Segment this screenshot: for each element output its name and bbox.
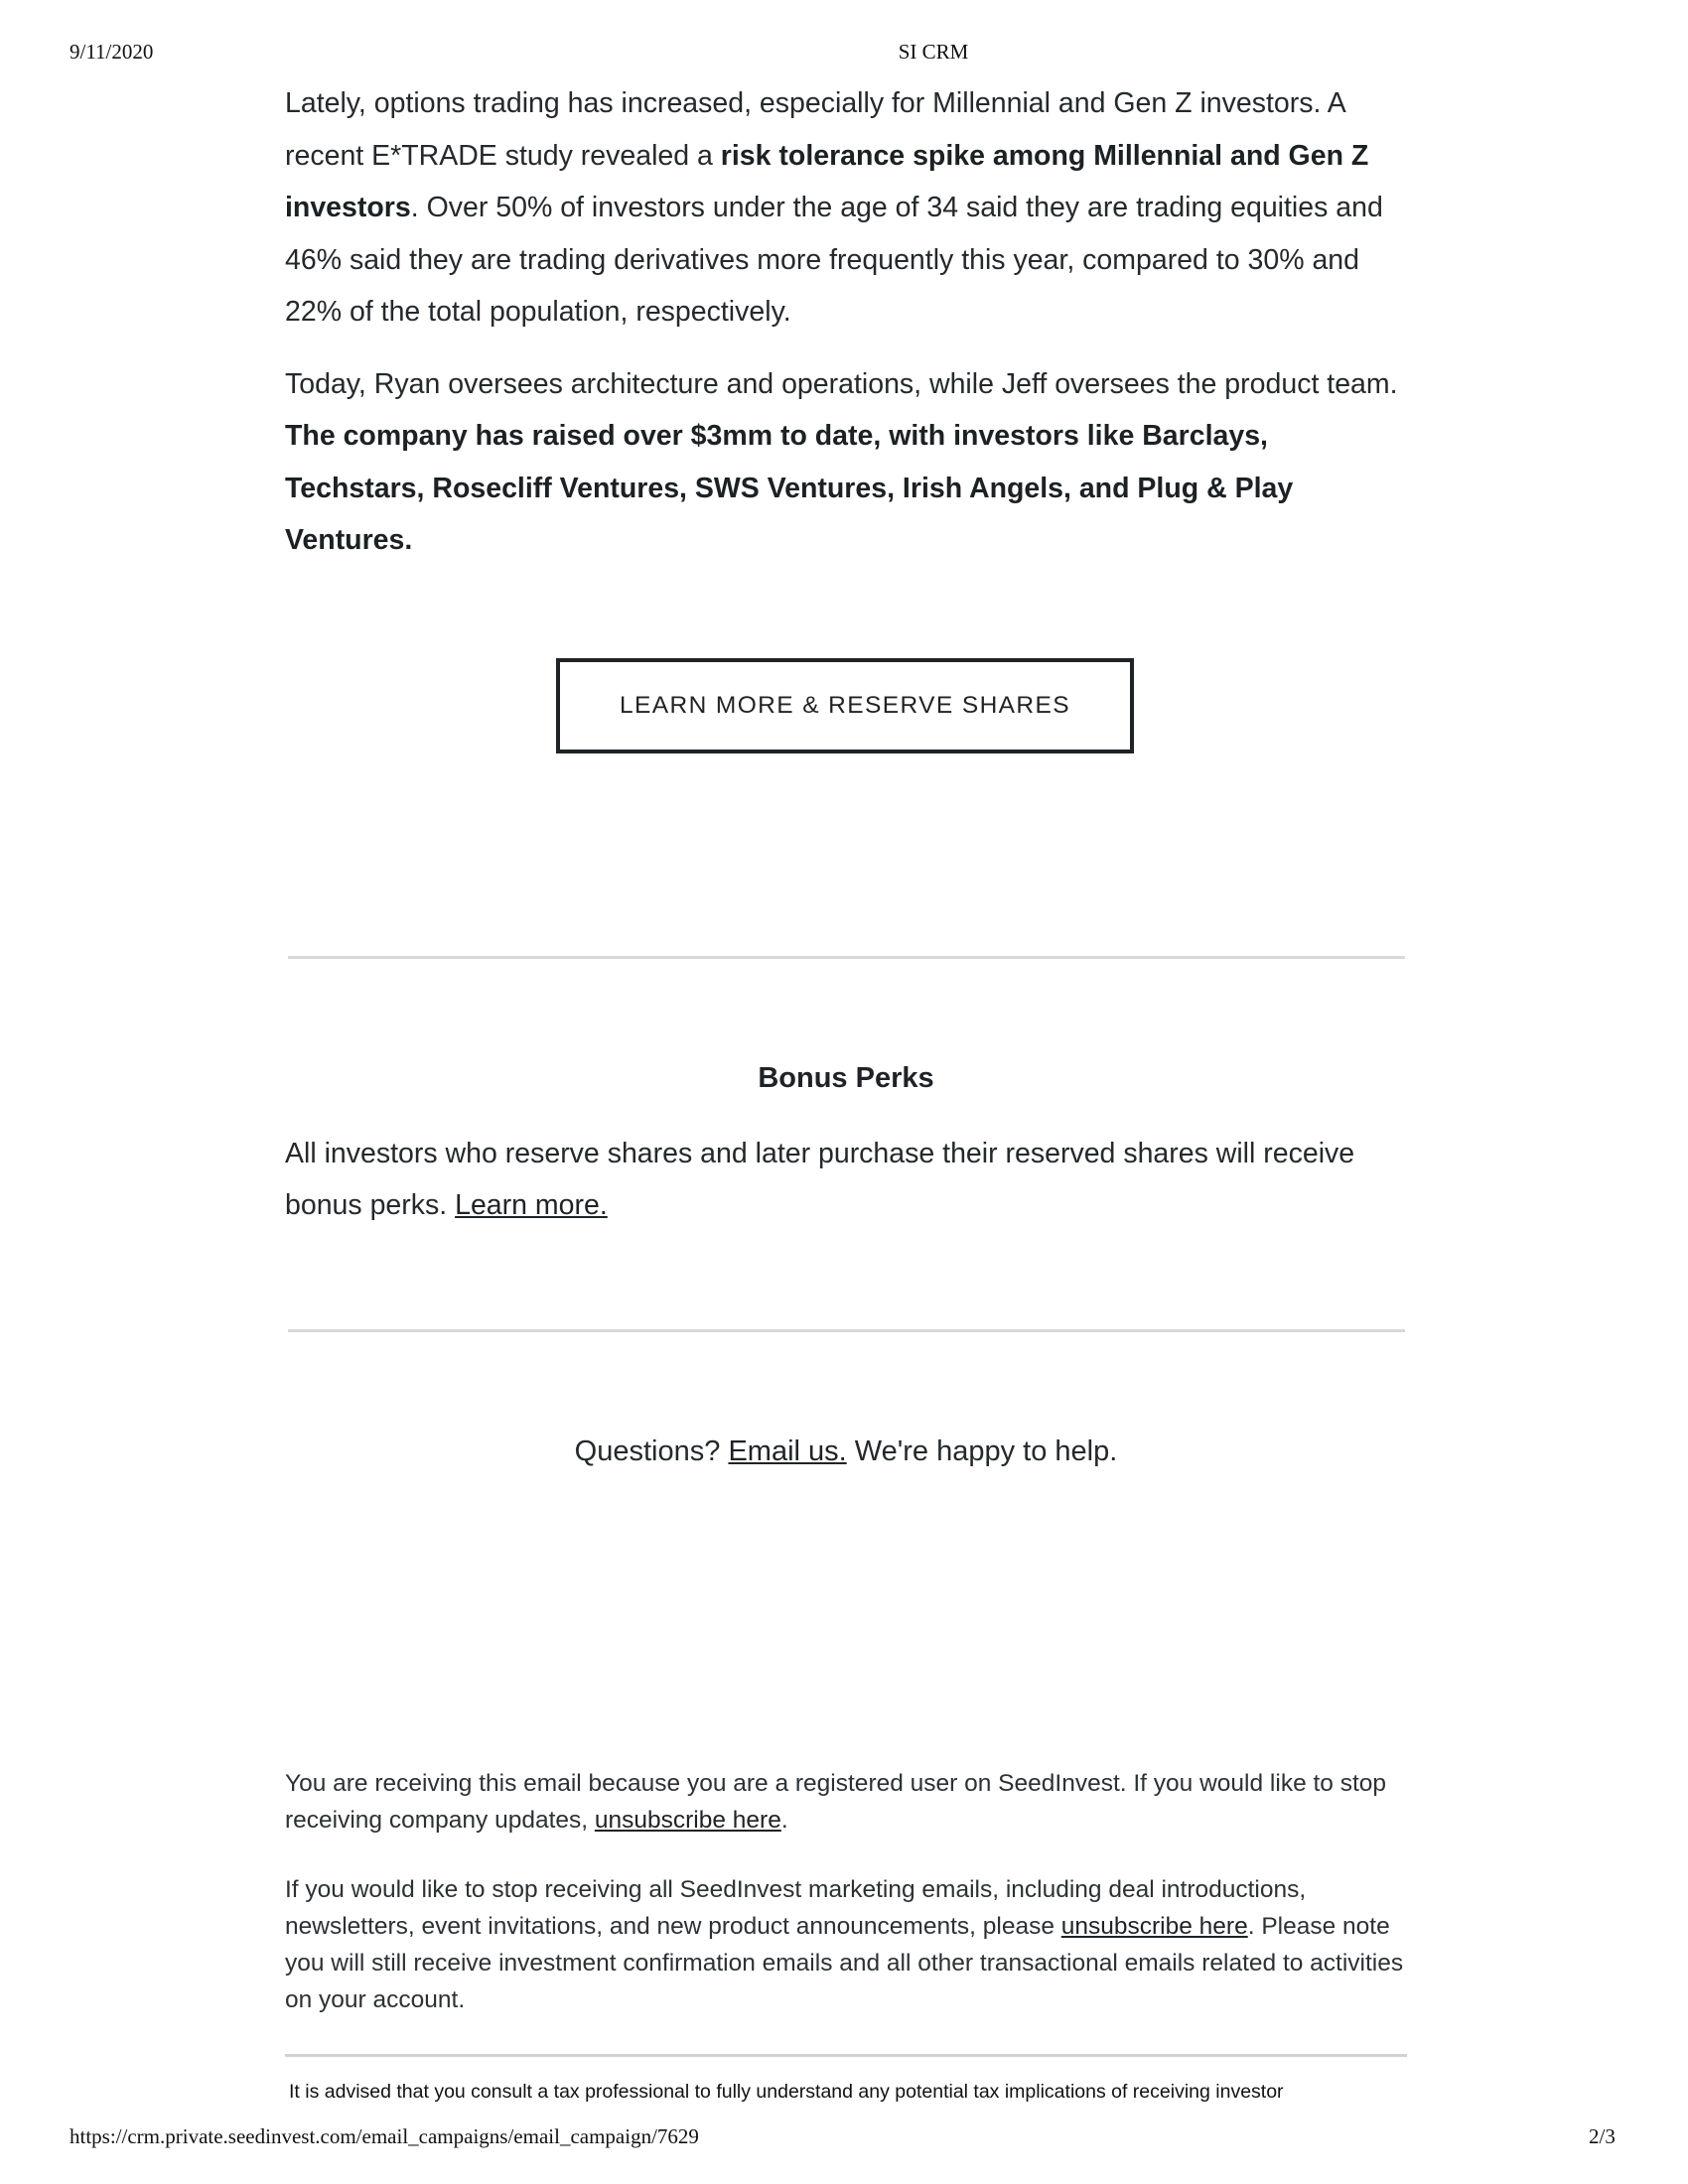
bonus-perks-body: All investors who reserve shares and later purchase their reserved shares will receive bonus perks. [285,1138,1355,1221]
footer-text: If you would like to stop receiving all SeedInvest marketing emails, including deal introductions, newsletters, event invitations, and new product announcements, please [285,1876,1307,1940]
questions-prefix: Questions? [574,1435,729,1467]
paragraph-text: Lately, options trading has increased, especially for Millennial and Gen Z investors. A recent E*TRADE study revealed a [285,87,1345,172]
bonus-perks-heading: Bonus Perks [758,1062,934,1094]
divider [288,956,1405,959]
bonus-perks-text [285,1128,1407,1231]
unsubscribe-company-updates-link[interactable]: unsubscribe here [594,1807,781,1834]
paragraph-text: Today, Ryan oversees architecture and operations, while Jeff oversees the product team. [285,367,1398,400]
footer-notice-company-updates [285,1765,1407,1839]
divider [285,2054,1407,2057]
email-us-link[interactable]: Email us. [728,1435,847,1467]
paragraph-text: . Over 50% of investors under the age of 34 said they are trading equities and 46% said they are trading derivatives more frequently this year, compared to 30% and 22% of the total population, respectively. [285,192,1383,328]
footer-notice-marketing [285,1871,1407,2018]
learn-more-reserve-shares-button[interactable]: LEARN MORE & RESERVE SHARES [556,658,1134,753]
print-header [0,40,1688,69]
article-body [285,77,1407,567]
print-footer [0,2124,1688,2154]
paragraph-bold: The company has raised over $3mm to date, with investors like Barclays, Techstars, Rosecliff Ventures, SWS Ventures, Irish Angels, and Plug & Play Ventures. [285,420,1294,556]
paragraph-bold: risk tolerance spike among Millennial and Gen Z investors [285,139,1369,223]
print-page-number: 2/3 [1589,2124,1616,2148]
print-date: 9/11/2020 [70,40,154,64]
questions-line [285,1435,1407,1468]
questions-suffix: We're happy to help. [846,1435,1118,1467]
footer-text: . Please note you will still receive investment confirmation emails and all other transactional emails related to activities on your account. [285,1913,1404,2013]
footer-text: . [780,1807,788,1834]
print-url: https://crm.private.seedinvest.com/email_campaigns/email_campaign/7629 [70,2124,699,2148]
print-title: SI CRM [898,40,969,64]
unsubscribe-marketing-link[interactable]: unsubscribe here [1060,1913,1248,1940]
footer-text: You are receiving this email because you are a registered user on SeedInvest. If you would like to stop receiving company updates, [285,1770,1387,1834]
divider [288,1329,1405,1332]
learn-more-link[interactable]: Learn more. [455,1189,608,1221]
cta-wrapper [556,658,1134,753]
paragraph-options-trading [285,77,1407,339]
tax-advice-notice: It is advised that you consult a tax professional to fully understand any potential tax implications of receiving investor [289,2081,1284,2103]
paragraph-team-funding [285,358,1407,567]
